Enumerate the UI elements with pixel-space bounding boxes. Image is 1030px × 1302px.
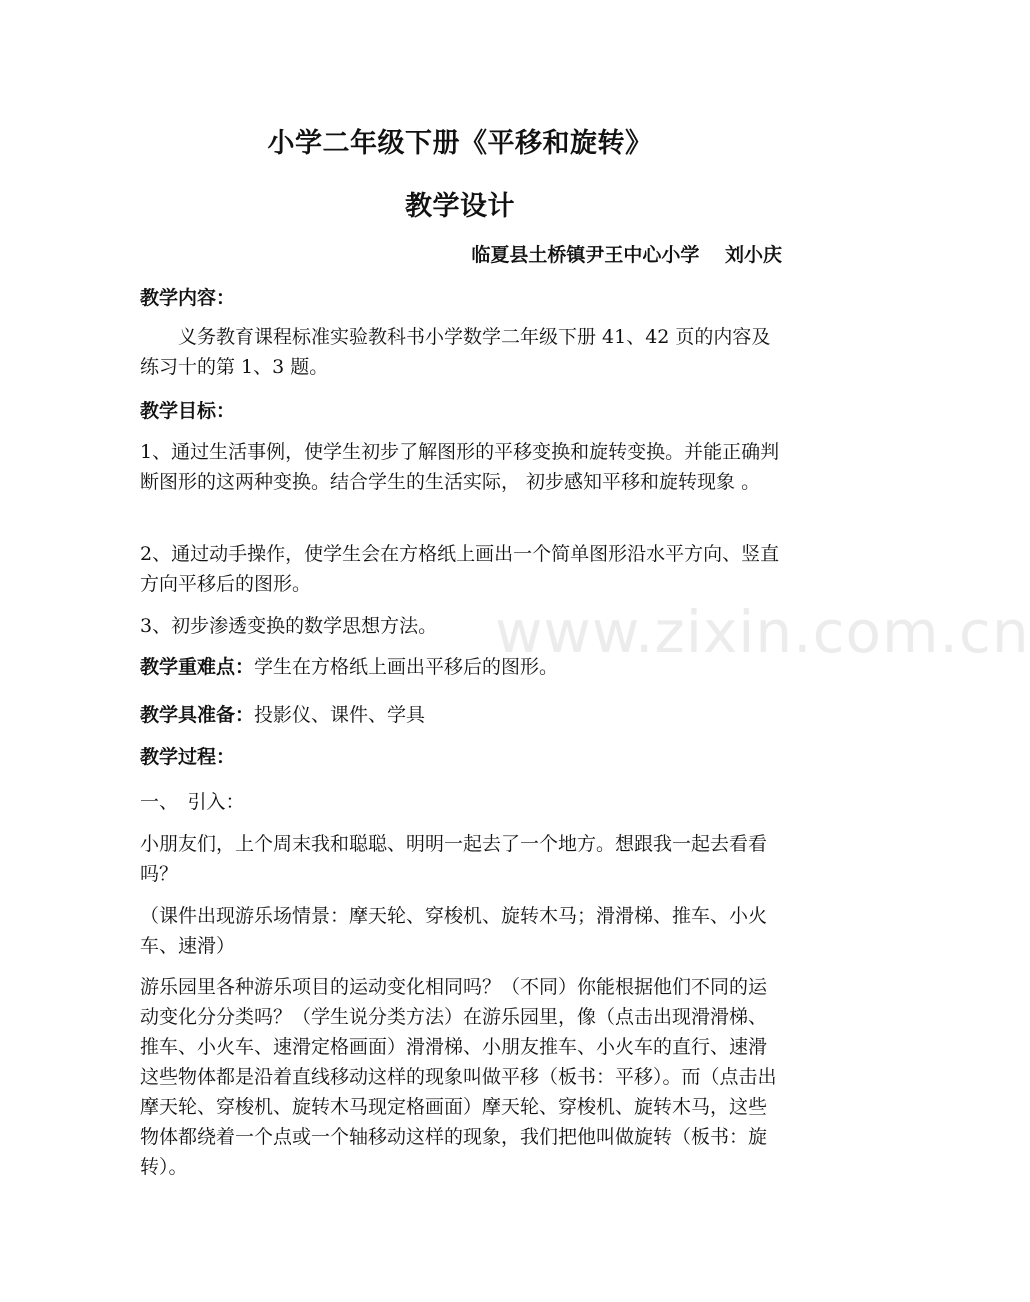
process-paragraph-1: 小朋友们，上个周末我和聪聪、明明一起去了一个地方。想跟我一起去看看吗？ <box>140 833 768 885</box>
objective-item-2: 2、通过动手操作，使学生会在方格纸上画出一个简单图形沿水平方向、竖直方向平移后的图形。 <box>140 543 780 595</box>
process-paragraph-3: 游乐园里各种游乐项目的运动变化相同吗？（不同）你能根据他们不同的运动变化分分类吗？（学生说分类方法）在游乐园里，像（点击出现滑滑梯、推车、小火车、速滑定格画面）滑滑梯、小朋友推车、小火车的直行、速滑这些物体都是沿着直线移动这样的现象叫做平移（板书：平移）。而（点击出摩天轮、穿梭机、旋转木马现定格画面）摩天轮、穿梭机、旋转木马，这些物体都绕着一个点或一个轴移动这样的现象，我们把他叫做旋转（板书：旋转）。 <box>140 976 777 1178</box>
document-subtitle: 教学设计 <box>405 191 515 222</box>
process-paragraph-2: （课件出现游乐场情景：摩天轮、穿梭机、旋转木马；滑滑梯、推车、小火车、速滑） <box>140 905 768 957</box>
author-line: 临夏县土桥镇尹王中心小学 刘小庆 <box>471 244 782 266</box>
content-text: 义务教育课程标准实验教科书小学数学二年级下册 41、42 页的内容及练习十的第 1、3 题。 <box>140 326 771 378</box>
document-title: 小学二年级下册《平移和旋转》 <box>267 128 653 159</box>
materials-text: 投影仪、课件、学具 <box>254 704 426 726</box>
content-heading: 教学内容： <box>140 287 236 309</box>
process-section-1: 一、 引入： <box>140 791 245 813</box>
process-heading: 教学过程： <box>140 746 236 768</box>
objective-item-3: 3、初步渗透变换的数学思想方法。 <box>140 615 438 637</box>
key-points-label: 教学重难点： <box>140 656 255 678</box>
watermark: www.zixin.com.cn <box>495 598 1030 666</box>
objective-item-1: 1、通过生活事例，使学生初步了解图形的平移变换和旋转变换。并能正确判断图形的这两种变换。结合学生的生活实际， 初步感知平移和旋转现象 。 <box>140 441 780 493</box>
materials-label: 教学具准备： <box>140 704 255 726</box>
materials-line <box>140 700 780 730</box>
objectives-heading: 教学目标： <box>140 400 236 422</box>
key-points-text: 学生在方格纸上画出平移后的图形。 <box>254 656 559 678</box>
